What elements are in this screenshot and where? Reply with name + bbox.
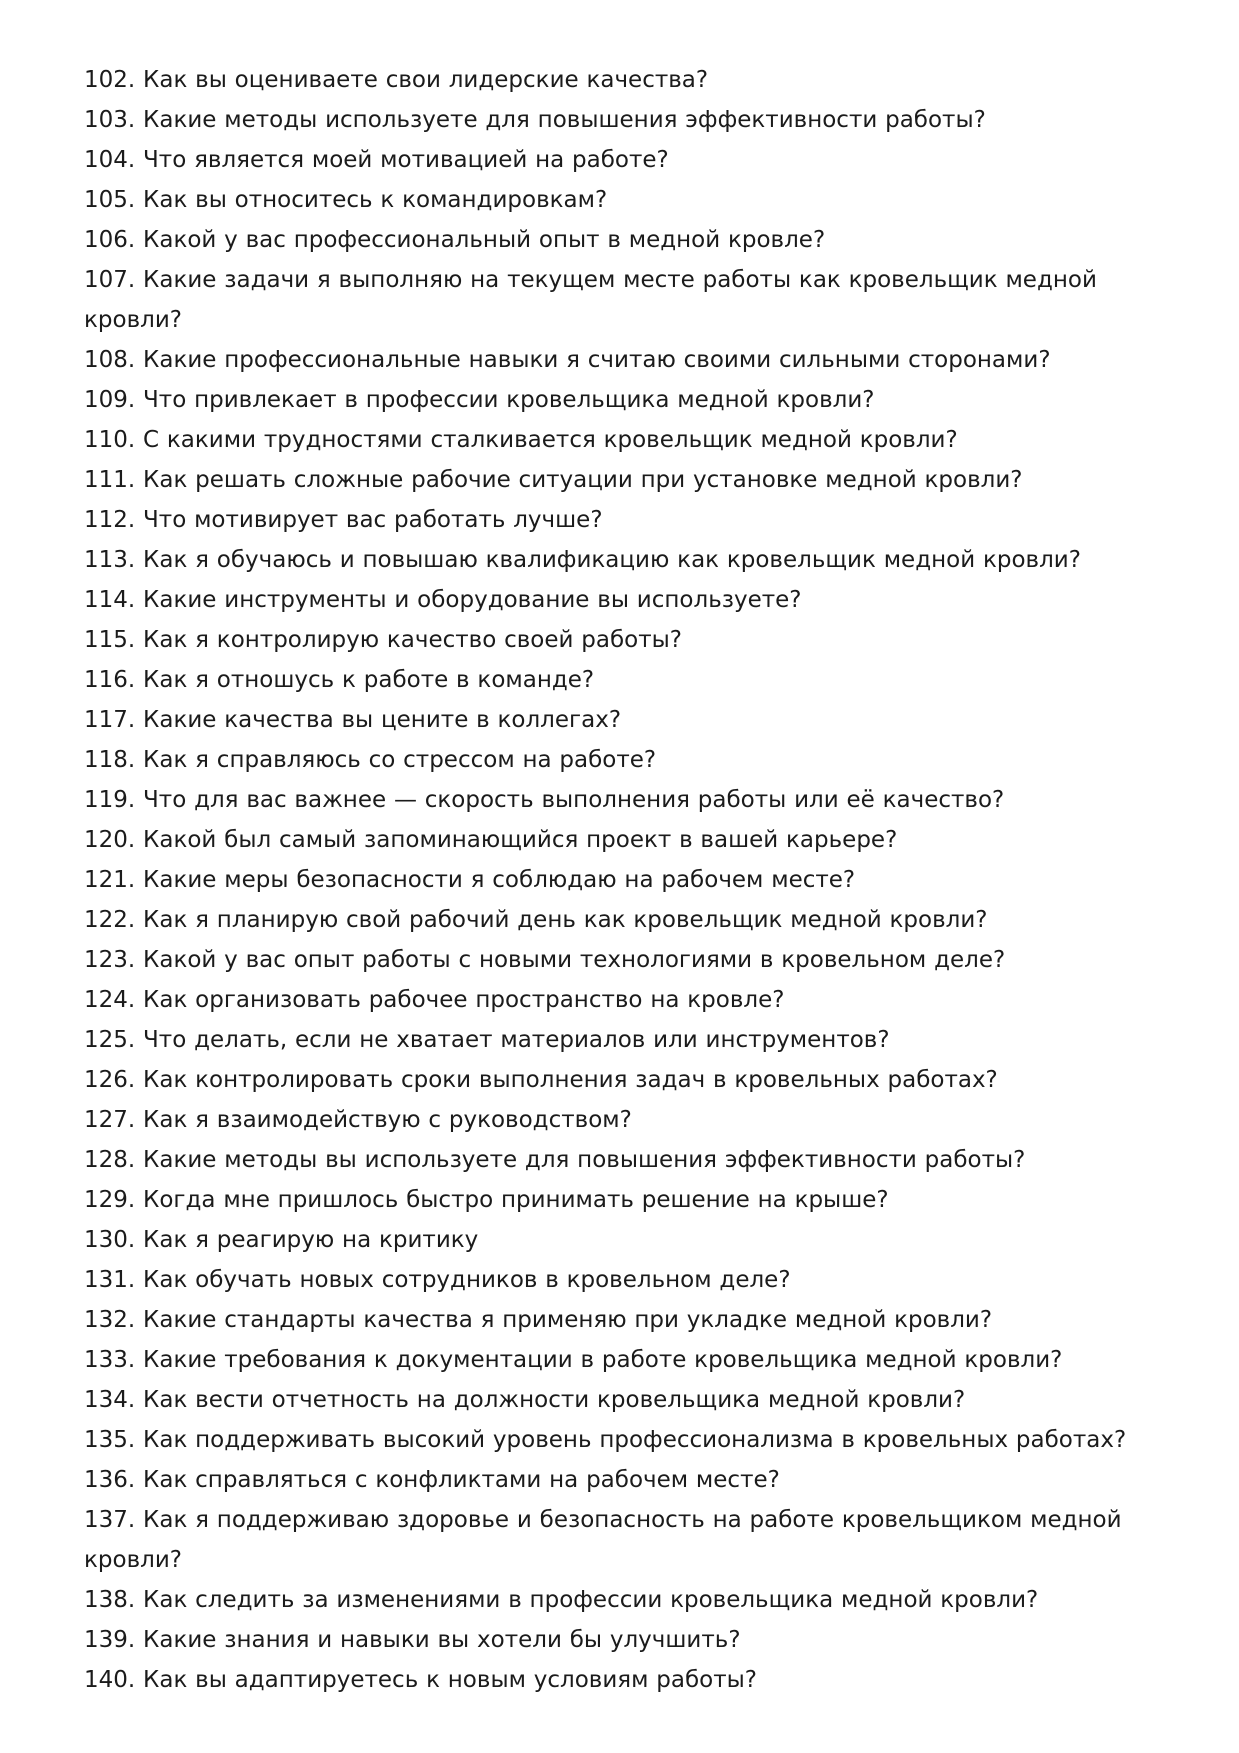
question-item: 130. Как я реагирую на критику (84, 1227, 479, 1253)
question-item: 116. Как я отношусь к работе в команде? (84, 667, 595, 693)
question-item: 115. Как я контролирую качество своей работы? (84, 627, 683, 653)
question-item: 128. Какие методы вы используете для повышения эффективности работы? (84, 1147, 1026, 1173)
question-item: 136. Как справляться с конфликтами на рабочем месте? (84, 1467, 780, 1493)
question-item: 140. Как вы адаптируетесь к новым условиям работы? (84, 1667, 758, 1693)
question-item: 125. Что делать, если не хватает материалов или инструментов? (84, 1027, 890, 1053)
question-item: 112. Что мотивирует вас работать лучше? (84, 507, 603, 533)
question-item: 124. Как организовать рабочее пространство на кровле? (84, 987, 785, 1013)
question-item: 138. Как следить за изменениями в профессии кровельщика медной кровли? (84, 1587, 1039, 1613)
question-item: 117. Какие качества вы цените в коллегах? (84, 707, 622, 733)
question-item: 139. Какие знания и навыки вы хотели бы улучшить? (84, 1627, 741, 1653)
question-item: 106. Какой у вас профессиональный опыт в медной кровле? (84, 227, 826, 253)
question-item: 119. Что для вас важнее — скорость выполнения работы или её качество? (84, 787, 1005, 813)
question-item: 133. Какие требования к документации в работе кровельщика медной кровли? (84, 1347, 1063, 1373)
question-item: 105. Как вы относитесь к командировкам? (84, 187, 608, 213)
question-item: 113. Как я обучаюсь и повышаю квалификацию как кровельщик медной кровли? (84, 547, 1081, 573)
question-item: 104. Что является моей мотивацией на работе? (84, 147, 669, 173)
question-item: 108. Какие профессиональные навыки я считаю своими сильными сторонами? (84, 347, 1051, 373)
question-item: 121. Какие меры безопасности я соблюдаю на рабочем месте? (84, 867, 856, 893)
question-item: 120. Какой был самый запоминающийся проект в вашей карьере? (84, 827, 898, 853)
question-item: 137. Как я поддерживаю здоровье и безопасность на работе кровельщиком медной кровли? (84, 1507, 1122, 1573)
question-item: 102. Как вы оцениваете свои лидерские качества? (84, 67, 709, 93)
question-item: 132. Какие стандарты качества я применяю при укладке медной кровли? (84, 1307, 993, 1333)
question-item: 129. Когда мне пришлось быстро принимать решение на крыше? (84, 1187, 889, 1213)
question-item: 118. Как я справляюсь со стрессом на работе? (84, 747, 657, 773)
question-item: 126. Как контролировать сроки выполнения задач в кровельных работах? (84, 1067, 998, 1093)
question-item: 122. Как я планирую свой рабочий день как кровельщик медной кровли? (84, 907, 988, 933)
question-item: 123. Какой у вас опыт работы с новыми технологиями в кровельном деле? (84, 947, 1006, 973)
question-item: 103. Какие методы используете для повышения эффективности работы? (84, 107, 986, 133)
question-item: 135. Как поддерживать высокий уровень профессионализма в кровельных работах? (84, 1427, 1127, 1453)
question-item: 131. Как обучать новых сотрудников в кровельном деле? (84, 1267, 791, 1293)
question-item: 110. С какими трудностями сталкивается кровельщик медной кровли? (84, 427, 958, 453)
question-item: 114. Какие инструменты и оборудование вы используете? (84, 587, 802, 613)
question-list (84, 60, 1144, 1700)
question-item: 109. Что привлекает в профессии кровельщика медной кровли? (84, 387, 875, 413)
question-item: 107. Какие задачи я выполняю на текущем месте работы как кровельщик медной кровли? (84, 267, 1097, 333)
question-item: 111. Как решать сложные рабочие ситуации при установке медной кровли? (84, 467, 1023, 493)
question-item: 134. Как вести отчетность на должности кровельщика медной кровли? (84, 1387, 966, 1413)
question-item: 127. Как я взаимодействую с руководством? (84, 1107, 632, 1133)
